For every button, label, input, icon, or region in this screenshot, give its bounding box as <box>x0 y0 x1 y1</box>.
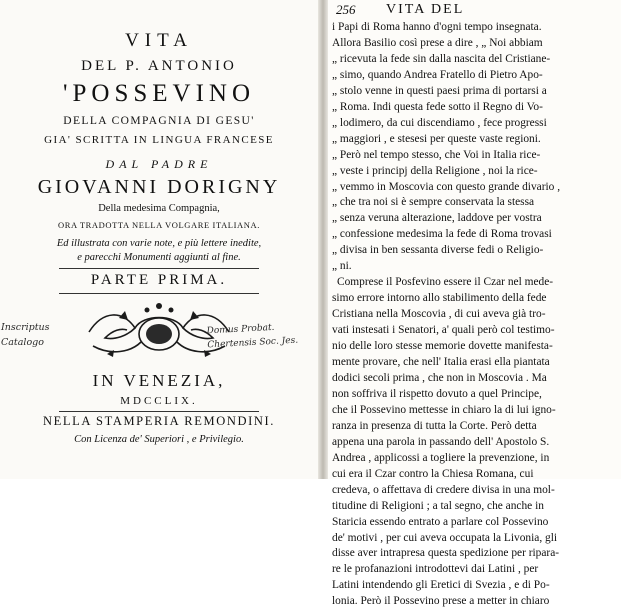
title-possevino: 'POSSEVINO <box>62 80 256 107</box>
text-line: appena una parola in passando dell' Apostolo S. <box>332 435 550 448</box>
text-line: Andrea , applicossi a togliere la prevenzione, in <box>332 451 550 464</box>
title-scritta: GIA' SCRITTA IN LINGUA FRANCESE <box>44 134 274 146</box>
text-line: „ vemmo in Moscovia con questo grande divario , <box>332 180 561 193</box>
text-line: disse aver intrapresa questa spedizione per ripara- <box>332 547 560 560</box>
text-line: Staricia essendo entrato a parlare col Possevino <box>332 515 549 528</box>
text-line: che il Possevino mettesse in chiaro la di lui igno- <box>332 403 556 416</box>
text-line: titudine di Religioni ; a tal segno, che anche in <box>332 499 544 512</box>
text-line: nio delle loro stesse memorie dovette manifesta- <box>332 340 553 353</box>
text-line: „ divisa in ben sessanta diverse fedi o Religio- <box>332 244 544 257</box>
title-page <box>0 0 318 479</box>
text-line: cui era il Czar contro la Chiesa Romana, cui <box>332 467 534 480</box>
title-vita: VITA <box>125 30 193 51</box>
text-line: simo errore intorno allo stabilimento della fede <box>332 292 547 305</box>
running-head-title: VITA DEL <box>386 2 465 17</box>
text-line: Latini intendendo gli Eretici di Svezia , e di Po- <box>332 579 550 592</box>
text-line: dodici secoli prima , che non in Moscovia . Ma <box>332 371 547 384</box>
text-line: „ stolo venne in questi paesi prima di portarsi a <box>332 84 547 97</box>
text-line: „ che tra noi si è sempre conservata la stessa <box>332 196 535 209</box>
title-compagnia: DELLA COMPAGNIA DI GESU' <box>63 115 255 127</box>
text-line: i Papi di Roma hanno d'ogni tempo insegnata. <box>332 21 542 33</box>
text-line: Comprese il Posfevino essere il Czar nel mede- <box>337 276 554 289</box>
book-gutter <box>318 0 328 479</box>
text-line: vati instesati i Senatori, a' quali però col testimo- <box>332 324 555 337</box>
text-line: ranza in presenza di tutta la Corte. Però detta <box>332 419 537 432</box>
title-del-antonio: DEL P. ANTONIO <box>81 58 237 74</box>
title-tradotta: ORA TRADOTTA NELLA VOLGARE ITALIANA. <box>58 220 260 230</box>
running-header <box>336 2 616 20</box>
imprint-printer: NELLA STAMPERIA REMONDINI. <box>43 414 275 428</box>
title-illustrata: Ed illustrata con varie note, e più lettere inedite, <box>56 238 262 249</box>
title-rule-middle <box>59 293 259 294</box>
page-text-body <box>332 20 621 610</box>
text-line: „ veste i principj della Religione , noi la rice- <box>332 164 538 177</box>
text-line: re le profanazioni introdottevi dai Latini , per <box>332 563 539 576</box>
title-monumenti: e parecchi Monumenti aggiunti al fine. <box>77 252 241 263</box>
text-line: „ lodimero, da cui discendiamo , fece progressi <box>332 116 547 129</box>
title-dal-padre: DAL PADRE <box>105 157 213 171</box>
imprint-year: MDCCLIX. <box>120 395 198 407</box>
text-line: „ Roma. Indi questa fede sotto il Regno di Vo- <box>332 100 543 113</box>
text-line: „ senza veruna alterazione, laddove per vostra <box>332 212 542 225</box>
handwritten-note-right: Domus Probat. Chertensis Soc. Jes. <box>206 322 299 351</box>
page-number: 256 <box>336 2 356 17</box>
title-rule-top <box>59 268 259 269</box>
text-line: „ confessione medesima la fede di Roma trovasi <box>332 228 552 241</box>
text-line: credeva, o affettava di credere divisa in una mol- <box>332 483 555 496</box>
title-parte-prima: PARTE PRIMA. <box>90 272 228 288</box>
title-dorigny: GIOVANNI DORIGNY <box>37 176 281 198</box>
text-line: mente provare, che nell' Italia erasi ella piantata <box>332 356 550 369</box>
imprint-place: IN VENEZIA, <box>92 371 226 390</box>
imprint-licence: Con Licenza de' Superiori , e Privilegio. <box>74 434 244 445</box>
text-line: „ simo, quando Andrea Fratello di Pietro Apo- <box>332 68 543 81</box>
text-line: Allora Basilio così prese a dire , „ Noi abbiam <box>332 36 543 49</box>
text-line: „ Però nel tempo stesso, che Voi in Italia rice- <box>332 148 541 161</box>
title-rule-bottom <box>59 411 259 412</box>
text-line: de' motivi , per cui aveva occupata la Livonia, gli <box>332 531 558 544</box>
handwritten-note-left: Inscriptus Catalogo <box>1 322 50 348</box>
title-medesima: Della medesima Compagnia, <box>98 203 220 214</box>
text-line: non soffriva il rispetto dovuto a quel Principe, <box>332 387 542 400</box>
text-line: „ ni. <box>332 260 352 273</box>
text-line: „ maggiori , e stesesi per queste vaste regioni. <box>332 132 541 145</box>
text-line: „ ricevuta la fede sin dalla nascita del Cristiane- <box>332 52 551 65</box>
text-line: Cristiana nella Moscovia , di cui aveva già tro- <box>332 308 546 321</box>
text-line: lonia. Però il Possevino prese a metter in chiaro <box>332 595 550 608</box>
